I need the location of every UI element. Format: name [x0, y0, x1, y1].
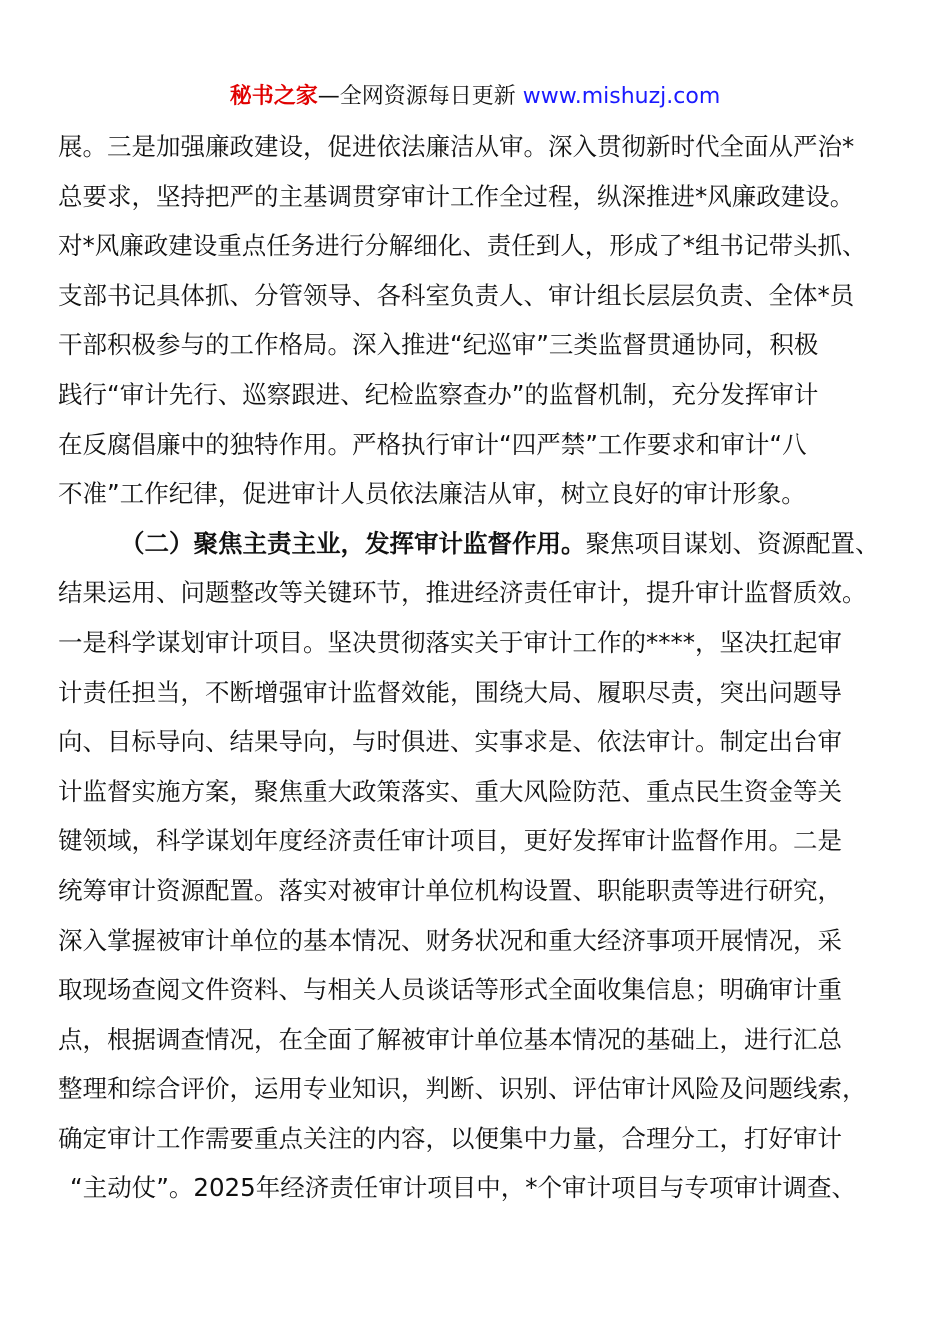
text-line: 点，根据调查情况，在全面了解被审计单位基本情况的基础上，进行汇总 [58, 1024, 842, 1054]
site-header [0, 80, 950, 114]
text-line: 展。三是加强廉政建设，促进依法廉洁从审。深入贯彻新时代全面从严治* [58, 132, 855, 161]
brand-name: 秘书之家 [229, 84, 318, 109]
text-line: 统筹审计资源配置。落实对被审计单位机构设置、职能职责等进行研究， [58, 875, 842, 905]
text-line: “主动仗”。2025年经济责任审计项目中，*个审计项目与专项审计调查、 [70, 1173, 856, 1203]
document-body [58, 122, 898, 1213]
section-heading: （二）聚焦主责主业，发挥审计监督作用。 [120, 528, 586, 558]
site-url-link[interactable]: www.mishuzj.com [522, 84, 721, 109]
header-slogan: —全网资源每日更新 [317, 84, 516, 109]
text-line: 向、目标导向、结果导向，与时俱进、实事求是、依法审计。制定出台审 [58, 727, 842, 757]
text-line: 计责任担当，不断增强审计监督效能，围绕大局、履职尽责，突出问题导 [58, 677, 842, 707]
section-heading-rest: 聚焦项目谋划、资源配置、 [585, 528, 880, 558]
text-line: 深入掌握被审计单位的基本情况、财务状况和重大经济事项开展情况，采 [58, 925, 842, 955]
text-line: 干部积极参与的工作格局。深入推进“纪巡审”三类监督贯通协同，积极 [58, 330, 819, 360]
text-line: 总要求，坚持把严的主基调贯穿审计工作全过程，纵深推进*风廉政建设。 [58, 181, 855, 211]
text-line: 支部书记具体抓、分管领导、各科室负责人、审计组长层层负责、全体*员 [58, 280, 855, 310]
text-line: 确定审计工作需要重点关注的内容，以便集中力量，合理分工，打好审计 [58, 1123, 842, 1153]
text-line: 在反腐倡廉中的独特作用。严格执行审计“四严禁”工作要求和审计“八 [58, 429, 807, 459]
text-line: 结果运用、问题整改等关键环节，推进经济责任审计，提升审计监督质效。 [58, 578, 867, 608]
text-line: 不准”工作纪律，促进审计人员依法廉洁从审，树立良好的审计形象。 [58, 479, 806, 509]
text-line: 对*风廉政建设重点任务进行分解细化、责任到人，形成了*组书记带头抓、 [58, 231, 867, 261]
text-line: 整理和综合评价，运用专业知识，判断、识别、评估审计风险及问题线索， [58, 1074, 867, 1104]
section-heading-line [58, 519, 898, 569]
text-line: 计监督实施方案，聚焦重大政策落实、重大风险防范、重点民生资金等关 [58, 776, 842, 806]
text-line: 取现场查阅文件资料、与相关人员谈话等形式全面收集信息；明确审计重 [58, 975, 842, 1005]
text-line: 键领域，科学谋划年度经济责任审计项目，更好发挥审计监督作用。二是 [58, 826, 842, 856]
text-line: 践行“审计先行、巡察跟进、纪检监察查办”的监督机制，充分发挥审计 [58, 379, 819, 409]
text-line: 一是科学谋划审计项目。坚决贯彻落实关于审计工作的****，坚决扛起审 [58, 627, 842, 657]
